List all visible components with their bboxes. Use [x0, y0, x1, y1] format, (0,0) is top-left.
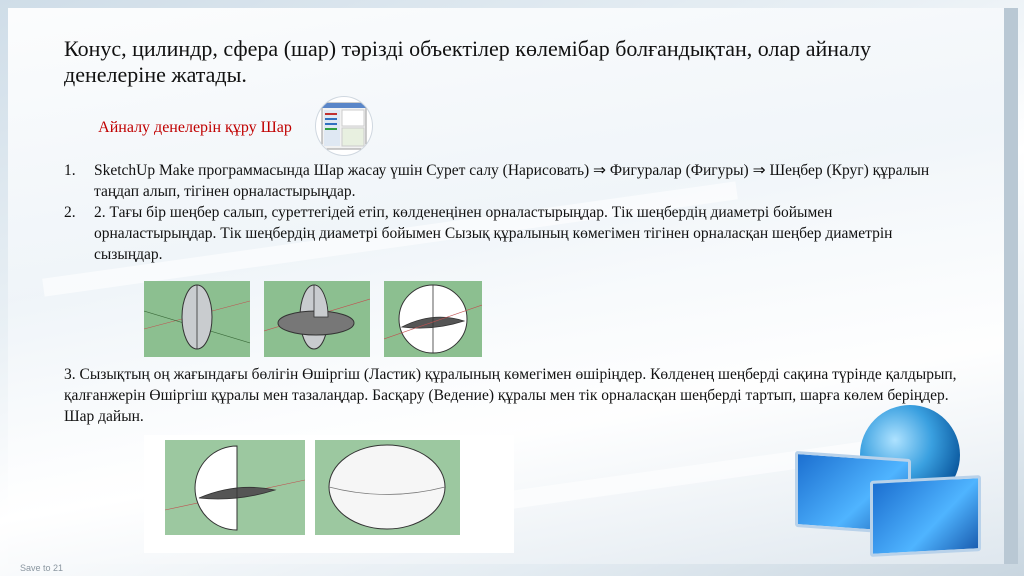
figure-two-circles [264, 281, 370, 357]
step-number: 2. [64, 204, 76, 221]
list-item [64, 160, 944, 202]
figure-sphere-guide [384, 281, 482, 357]
figure-vertical-circle [144, 281, 250, 357]
steps-list [64, 160, 944, 265]
footer-text: Save to 21 [20, 563, 64, 573]
step-number: 1. [64, 162, 76, 179]
sketchup-window-thumbnail [315, 96, 373, 156]
figure-half-sphere [165, 440, 305, 535]
list-item [64, 202, 944, 265]
slide-title: Конус, цилиндр, сфера (шар) тәрізді объектілер көлемібар болғандықтан, олар айналу денелеріне жатады. [64, 36, 871, 87]
step-text: SketchUp Make программасында Шар жасау үшін Сурет салу (Нарисовать) ⇒ Фигуралар (Фигуры) ⇒ Шеңбер (Круг) құралын таңдап алып, тігінен орналастырыңдар. [94, 162, 930, 200]
section-subheading: Айналу денелерін құру Шар [98, 119, 292, 136]
monitor-icon [870, 475, 981, 557]
figure-finished-sphere [315, 440, 460, 535]
step-three-text: 3. Сызықтың оң жағындағы бөлігін Өшіргіш (Ластик) құралының көмегімен өшіріңдер. Көлденең шеңберді сақина түрінде қалдырып, қалғанжерін Өшіргіш құралы мен тазалаңдар. Басқару (Ведение) құралы мен тік орналасқан шеңберді тартып, шарға көлем беріңдер. Шар дайын. [64, 366, 957, 425]
step-text: 2. Тағы бір шеңбер салып, суреттегідей етіп, көлденеңінен орналастырыңдар. Тік шеңбердің диаметрі бойымен орналастырыңдар. Тік шеңбердің диаметрі бойымен Сызық құралының көмегімен тігінен орналасқан шеңбер диаметрін сызыңдар. [94, 204, 893, 263]
